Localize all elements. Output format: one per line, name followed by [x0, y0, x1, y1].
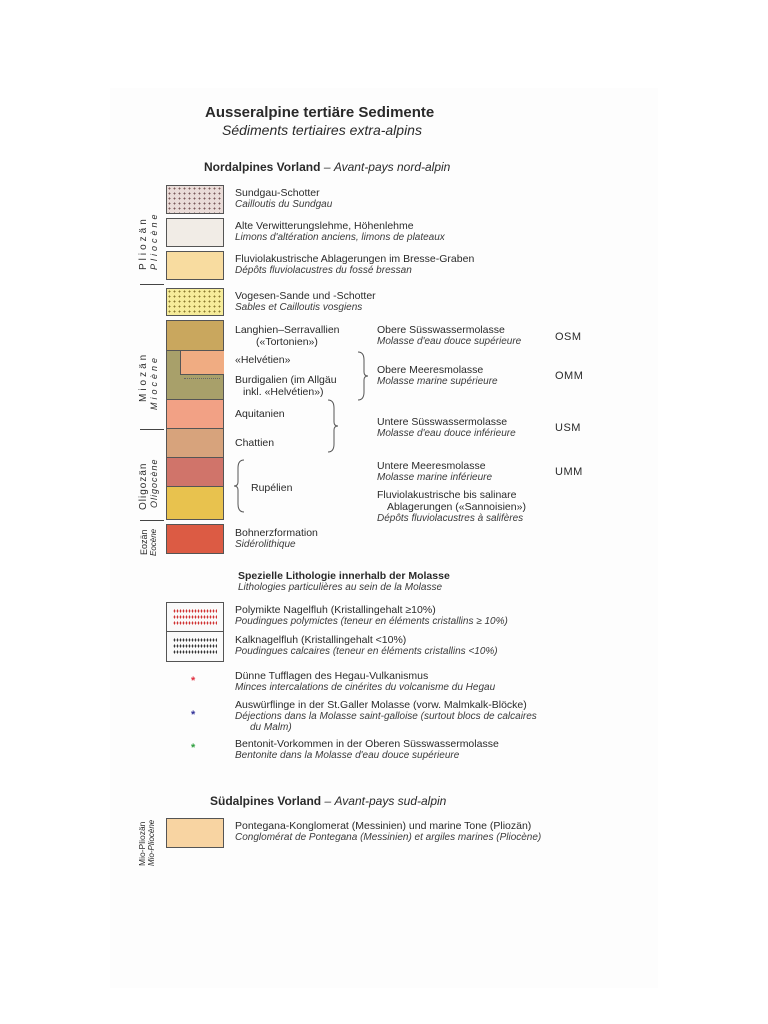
abbr-osm: OSM — [555, 331, 582, 343]
swatch-langhien — [166, 320, 224, 351]
label-bohnerz-fr: Sidérolithique — [235, 539, 296, 550]
swatch-sundgau — [166, 185, 224, 214]
north-heading-de: Nordalpines Vorland — [204, 160, 321, 174]
label-burdigalien-2: inkl. «Helvétien») — [243, 386, 324, 398]
epoch-divider — [140, 520, 164, 521]
swatch-polymikt — [173, 608, 217, 626]
label-bentonit-de: Bentonit-Vorkommen in der Oberen Süsswassermolasse — [235, 738, 499, 750]
swatch-chattien — [166, 428, 224, 458]
label-bohnerz-de: Bohnerzformation — [235, 527, 318, 539]
molasse-brackets — [230, 320, 380, 530]
epoch-miozaen-de: Miozän — [138, 351, 149, 402]
epoch-pliozaen-fr: Pliocène — [149, 211, 159, 270]
swatch-rupelien-top — [166, 457, 224, 487]
label-helvetien: «Helvétien» — [235, 354, 291, 366]
south-heading — [210, 794, 446, 808]
abbr-usm: USM — [555, 422, 581, 434]
label-bentonit-fr: Bentonite dans la Molasse d'eau douce supérieure — [235, 750, 460, 761]
label-sundgau-fr: Cailloutis du Sundgau — [235, 199, 333, 210]
north-heading — [204, 160, 450, 174]
swatch-helvetien — [180, 351, 224, 375]
label-alte-fr: Limons d'altération anciens, limons de plateaux — [235, 232, 445, 243]
label-kalk-fr: Poudingues calcaires (teneur en éléments cristallins <10%) — [235, 646, 498, 657]
label-omm-de: Obere Meeresmolasse — [377, 364, 484, 376]
south-heading-de: Südalpines Vorland — [210, 794, 322, 808]
label-aquitanien: Aquitanien — [235, 408, 285, 420]
swatch-bohnerz — [166, 524, 224, 554]
north-heading-fr: Avant-pays nord-alpin — [333, 160, 451, 174]
label-sundgau-de: Sundgau-Schotter — [235, 187, 320, 199]
north-heading-sep: – — [323, 160, 331, 174]
swatch-nagelfluh-divider — [166, 631, 224, 632]
epoch-miozaen — [138, 352, 149, 402]
label-auswurf-de: Auswürflinge in der St.Galler Molasse (vorw. Malmkalk-Blöcke) — [235, 699, 527, 711]
swatch-aquitanien — [166, 399, 224, 429]
abbr-omm: OMM — [555, 370, 584, 382]
epoch-eozaen-de: Eozän — [139, 529, 149, 555]
label-sannoisien-fr: Dépôts fluviolacustres à salifères — [377, 513, 524, 524]
label-vogesen-fr: Sables et Cailloutis vosgiens — [235, 302, 363, 313]
swatch-alte — [166, 218, 224, 247]
label-kalk-de: Kalknagelfluh (Kristallingehalt <10%) — [235, 634, 407, 646]
auswurf-star-icon: * — [191, 709, 196, 721]
label-polymikt-fr: Poudingues polymictes (teneur en éléments cristallins ≥ 10%) — [235, 616, 508, 627]
epoch-pliozaen — [138, 216, 149, 270]
swatch-pontegana — [166, 818, 224, 848]
label-auswurf-fr: Déjections dans la Molasse saint-galloise (surtout blocs de calcaires — [235, 711, 537, 722]
abbr-umm: UMM — [555, 466, 583, 478]
epoch-oligozaen-fr: Oligocène — [149, 458, 159, 508]
swatch-helvetien-dots — [184, 378, 220, 380]
swatch-fluvio — [166, 251, 224, 280]
label-pontegana-de: Pontegana-Konglomerat (Messinien) und marine Tone (Pliozän) — [235, 820, 532, 832]
label-chattien: Chattien — [235, 437, 275, 449]
swatch-vogesen — [166, 288, 224, 316]
swatch-rupelien-bottom — [166, 486, 224, 520]
epoch-oligozaen — [138, 463, 149, 510]
label-pontegana-fr: Conglomérat de Pontegana (Messinien) et argiles marines (Pliocène) — [235, 832, 542, 843]
epoch-mio-pliozaen-de: Mio-Pliozän — [137, 821, 147, 866]
epoch-eozaen-fr: Eocène — [149, 528, 158, 556]
epoch-eozaen — [139, 529, 149, 555]
label-auswurf-fr2: du Malm) — [250, 722, 292, 733]
lithology-heading-fr: Lithologies particulières au sein de la Molasse — [238, 582, 443, 593]
label-alte-de: Alte Verwitterungslehme, Höhenlehme — [235, 220, 414, 232]
bentonit-star-icon: * — [191, 742, 196, 754]
epoch-divider — [140, 284, 164, 285]
label-usm-fr: Molasse d'eau douce inférieure — [377, 428, 516, 439]
south-heading-sep: – — [324, 794, 332, 808]
lithology-heading: Spezielle Lithologie innerhalb der Molasse — [238, 570, 450, 582]
epoch-divider — [140, 429, 164, 430]
label-omm-fr: Molasse marine supérieure — [377, 376, 498, 387]
label-langhien-2: («Tortonien») — [256, 336, 318, 348]
label-tuff-de: Dünne Tufflagen des Hegau-Vulkanismus — [235, 670, 429, 682]
bracket-omm — [358, 352, 368, 400]
label-fluvio-fr: Dépôts fluviolacustres du fossé bressan — [235, 265, 412, 276]
swatch-kalk — [173, 637, 217, 655]
tuff-star-icon: * — [191, 675, 196, 687]
label-sannoisien-de2: Ablagerungen («Sannoisien») — [387, 501, 526, 513]
label-fluvio-de: Fluviolakustrische Ablagerungen im Bresse-Graben — [235, 253, 475, 265]
epoch-pliozaen-de: Pliozän — [138, 216, 149, 270]
bracket-rupelien — [234, 460, 244, 512]
epoch-oligozaen-de: Oligozän — [138, 462, 149, 510]
epoch-mio-pliozaen — [137, 822, 147, 866]
label-vogesen-de: Vogesen-Sande und -Schotter — [235, 290, 376, 302]
south-heading-fr: Avant-pays sud-alpin — [334, 794, 447, 808]
bracket-usm — [328, 400, 338, 452]
label-osm-fr: Molasse d'eau douce supérieure — [377, 336, 522, 347]
epoch-mio-pliozaen-fr: Mio-Pliocène — [147, 819, 156, 866]
label-langhien: Langhien–Serravallien — [235, 324, 340, 336]
label-usm-de: Untere Süsswassermolasse — [377, 416, 508, 428]
legend-title: Ausseralpine tertiäre Sedimente — [205, 104, 435, 121]
legend-subtitle: Sédiments tertiaires extra-alpins — [222, 122, 422, 138]
label-osm-de: Obere Süsswassermolasse — [377, 324, 505, 336]
epoch-miozaen-fr: Miocène — [149, 354, 159, 410]
label-tuff-fr: Minces intercalations de cinérites du volcanisme du Hegau — [235, 682, 496, 693]
label-umm-de: Untere Meeresmolasse — [377, 460, 486, 472]
label-umm-fr: Molasse marine inférieure — [377, 472, 493, 483]
label-sannoisien-de: Fluviolakustrische bis salinare — [377, 489, 517, 501]
label-polymikt-de: Polymikte Nagelfluh (Kristallingehalt ≥10%) — [235, 604, 436, 616]
label-rupelien: Rupélien — [251, 482, 293, 494]
label-burdigalien: Burdigalien (im Allgäu — [235, 374, 337, 386]
